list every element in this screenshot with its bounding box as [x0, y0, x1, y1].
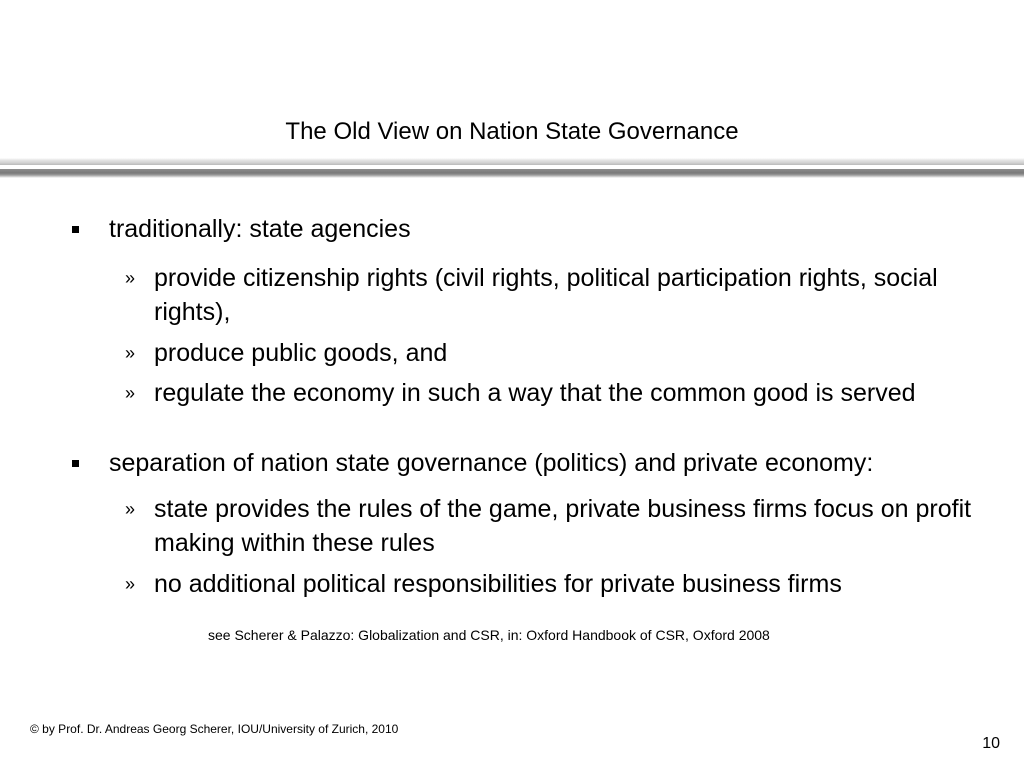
sub-bullet-text: produce public goods, and [154, 339, 448, 367]
source-reference: see Scherer & Palazzo: Globalization and CSR, in: Oxford Handbook of CSR, Oxford 2008 [208, 627, 770, 643]
sub-bullet-item [0, 370, 1024, 410]
bullet-item [0, 212, 1024, 246]
sub-bullet-item [0, 561, 1024, 601]
sub-bullet-item [0, 330, 1024, 370]
chevron-bullet-icon: » [125, 574, 136, 594]
square-bullet-icon [72, 460, 79, 467]
sub-bullet-text: provide citizenship rights (civil rights, political participation rights, social rights), [154, 264, 938, 326]
bullet-item [0, 446, 1024, 480]
bullet-text: separation of nation state governance (politics) and private economy: [109, 449, 874, 477]
copyright-footer: © by Prof. Dr. Andreas Georg Scherer, IOU/University of Zurich, 2010 [30, 722, 399, 736]
slide-title: The Old View on Nation State Governance [285, 118, 739, 145]
sub-bullet-text: state provides the rules of the game, private business firms focus on profit making within these rules [154, 495, 972, 557]
chevron-bullet-icon: » [125, 383, 136, 403]
sub-bullet-text: no additional political responsibilities for private business firms [154, 570, 842, 598]
chevron-bullet-icon: » [125, 343, 136, 363]
bullet-text: traditionally: state agencies [109, 215, 411, 243]
sub-bullet-text: regulate the economy in such a way that the common good is served [154, 379, 916, 407]
sub-bullet-item [0, 486, 1024, 560]
sub-bullet-item [0, 255, 1024, 329]
chevron-bullet-icon: » [125, 499, 136, 519]
chevron-bullet-icon: » [125, 268, 136, 288]
page-number: 10 [982, 735, 1000, 752]
title-divider [0, 158, 1024, 178]
square-bullet-icon [72, 226, 79, 233]
